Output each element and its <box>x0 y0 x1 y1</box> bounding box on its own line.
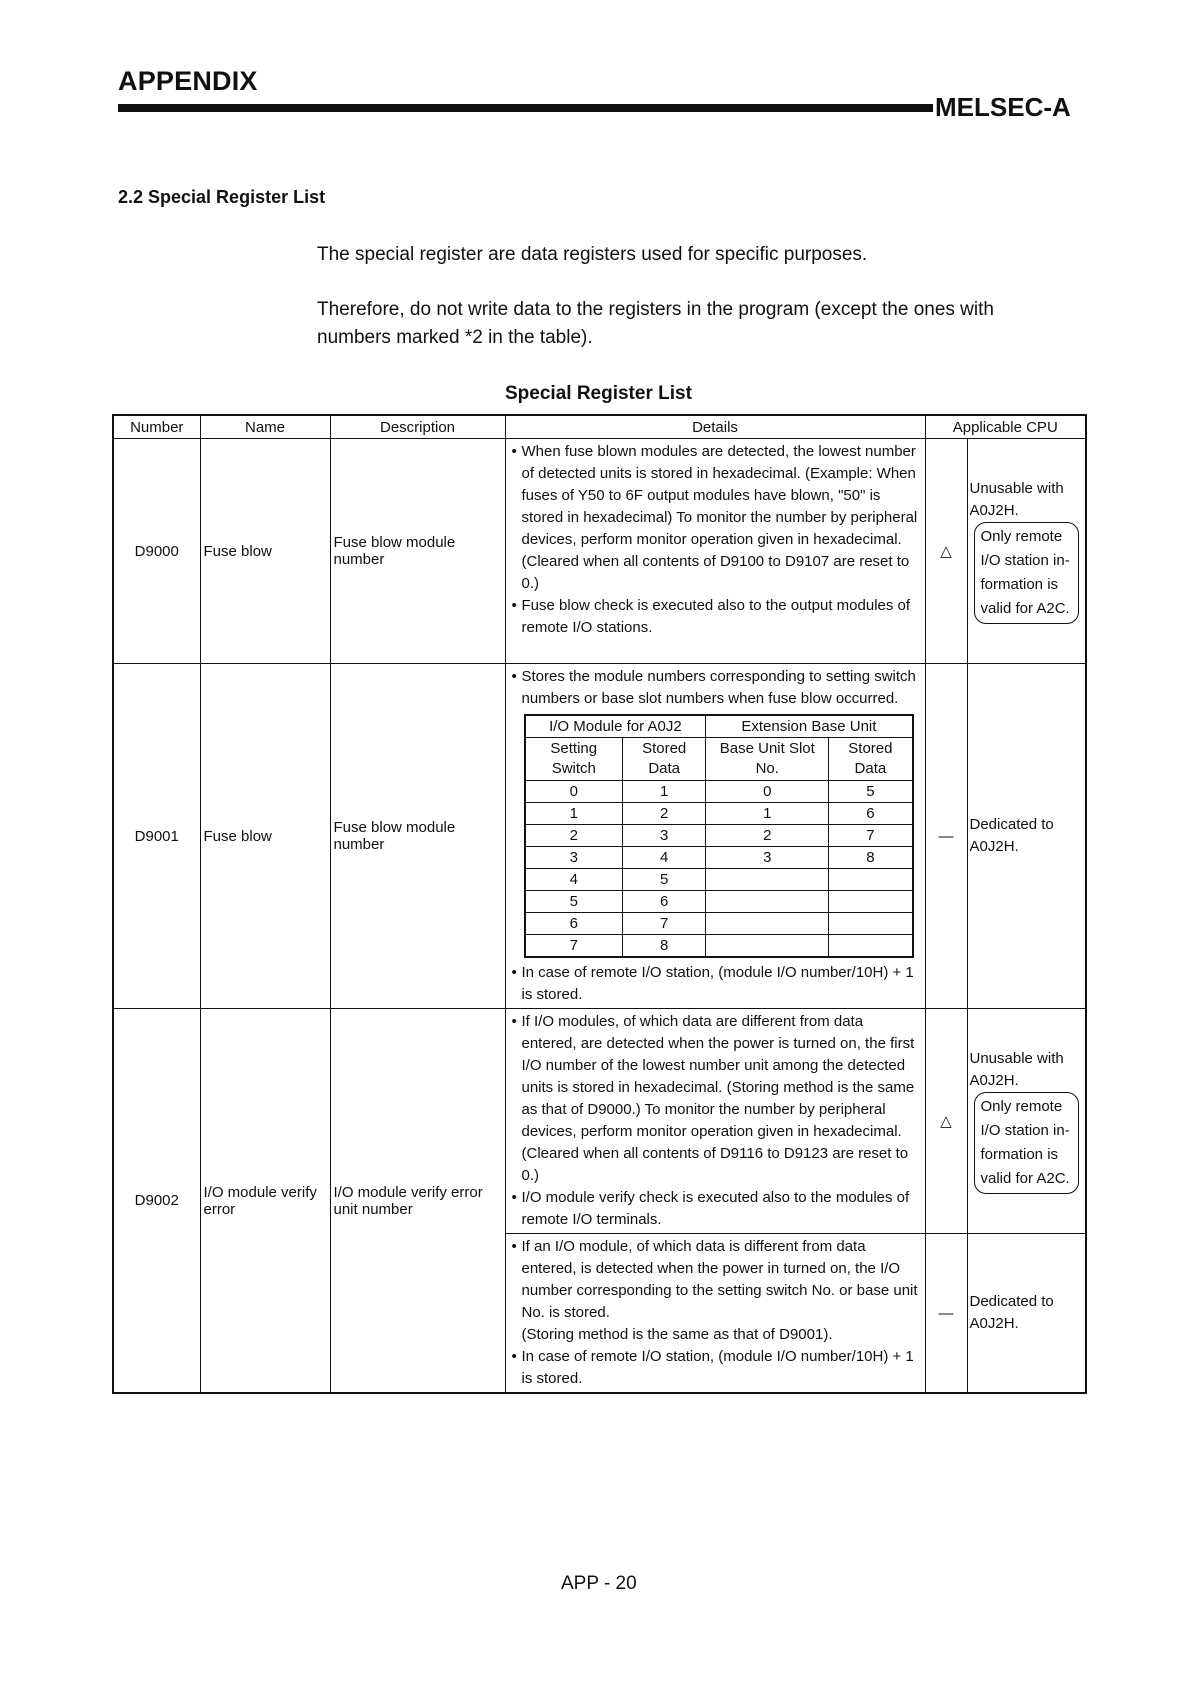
subtable-cell: 1 <box>525 803 623 825</box>
subtable-cell: 6 <box>623 891 706 913</box>
subtable-cell: 2 <box>706 825 829 847</box>
subtable-cell <box>829 935 913 958</box>
row-description: Fuse blow module number <box>330 664 505 1009</box>
cpu-text: Unusable with A0J2H. <box>969 1050 1064 1089</box>
subtable-cell <box>706 891 829 913</box>
intro-paragraph-1: The special register are data registers used for specific purposes. <box>317 244 868 265</box>
col-name: Name <box>200 415 330 439</box>
detail-bullet: • When fuse blown modules are detected, the lowest number of detected units is stored in hexadecimal. (Example: When fuses of Y50 to 6F output modules have blown, "50" is stored in hexadecimal) To monitor the number by peripheral devices, perform monitor operation given in hexadecimal. <box>512 441 919 551</box>
row-description: Fuse blow module number <box>330 439 505 664</box>
row-details <box>505 1009 925 1234</box>
subtable-cell: 8 <box>623 935 706 958</box>
subtable-header: Stored Data <box>829 738 913 781</box>
row-number: D9000 <box>113 439 200 664</box>
subtable-cell <box>829 913 913 935</box>
row-name: Fuse blow <box>200 439 330 664</box>
fuse-blow-subtable <box>524 714 914 958</box>
cpu-applicability <box>967 1009 1086 1234</box>
subtable-header: Stored Data <box>623 738 706 781</box>
row-details <box>505 1234 925 1394</box>
row-name: Fuse blow <box>200 664 330 1009</box>
subtable-row <box>525 847 913 869</box>
subtable-cell: 0 <box>525 781 623 803</box>
cpu-text: Unusable with A0J2H. <box>969 480 1064 519</box>
subtable-cell: 1 <box>623 781 706 803</box>
subtable-cell <box>706 935 829 958</box>
subtable-row <box>525 825 913 847</box>
detail-bullet: • I/O module verify check is executed also to the modules of remote I/O terminals. <box>512 1187 919 1231</box>
subtable-cell: 7 <box>623 913 706 935</box>
col-number: Number <box>113 415 200 439</box>
row-number: D9002 <box>113 1009 200 1394</box>
detail-bullet: • If I/O modules, of which data are different from data entered, are detected when the power is turned on, the first I/O number of the lowest number unit among the detected units is stored in hexadecimal. (Storing method is the same as that of D9000.) To monitor the number by peripheral devices, perform monitor operation given in hexadecimal. <box>512 1011 919 1143</box>
detail-bullet: • Stores the module numbers corresponding to setting switch numbers or base slot numbers when fuse blow occurred. <box>512 666 919 710</box>
page-number: APP - 20 <box>561 1573 637 1594</box>
cpu-text: Dedicated to A0J2H. <box>967 664 1086 1009</box>
col-description: Description <box>330 415 505 439</box>
subtable-cell: 1 <box>706 803 829 825</box>
special-register-table <box>112 414 1087 1394</box>
subtable-cell: 4 <box>525 869 623 891</box>
subtable-header: Base Unit Slot No. <box>706 738 829 781</box>
subtable-group-extension: Extension Base Unit <box>706 715 913 738</box>
detail-note: (Cleared when all contents of D9100 to D9107 are reset to 0.) <box>521 553 910 592</box>
subtable-row <box>525 935 913 958</box>
subtable-cell: 7 <box>829 825 913 847</box>
header-product: MELSEC-A <box>935 92 1071 122</box>
subtable-cell: 3 <box>706 847 829 869</box>
subtable-row <box>525 913 913 935</box>
subtable-cell: 8 <box>829 847 913 869</box>
subtable-cell <box>829 869 913 891</box>
detail-bullet: • In case of remote I/O station, (module I/O number/10H) + 1 is stored. <box>512 962 919 1006</box>
intro-paragraph-2: Therefore, do not write data to the registers in the program (except the ones with numbers marked *2 in the table). <box>317 299 994 348</box>
detail-note: (Cleared when all contents of D9116 to D9123 are reset to 0.) <box>521 1145 909 1184</box>
row-details <box>505 664 925 1009</box>
cpu-symbol: △ <box>925 439 967 664</box>
subtable-cell: 2 <box>623 803 706 825</box>
detail-note: (Storing method is the same as that of D9001). <box>521 1326 833 1343</box>
subtable-row <box>525 781 913 803</box>
subtable-cell: 3 <box>525 847 623 869</box>
cpu-symbol: — <box>925 664 967 1009</box>
cpu-note: Only remote I/O station in-formation is valid for A2C. <box>974 522 1080 624</box>
header-rule <box>118 104 933 112</box>
subtable-cell: 5 <box>525 891 623 913</box>
table-title: Special Register List <box>505 383 692 404</box>
subtable-cell: 5 <box>829 781 913 803</box>
subtable-cell: 6 <box>525 913 623 935</box>
detail-bullet: • If an I/O module, of which data is different from data entered, is detected when the power in turned on, the I/O number corresponding to the setting switch No. or base unit No. is stored. <box>512 1236 919 1324</box>
subtable-cell <box>706 869 829 891</box>
col-cpu: Applicable CPU <box>925 415 1086 439</box>
subtable-header: Setting Switch <box>525 738 623 781</box>
subtable-cell: 6 <box>829 803 913 825</box>
row-name: I/O module verify error <box>200 1009 330 1394</box>
cpu-symbol: — <box>925 1234 967 1394</box>
row-details <box>505 439 925 664</box>
subtable-cell: 4 <box>623 847 706 869</box>
header-appendix: APPENDIX <box>118 66 258 96</box>
detail-bullet: • Fuse blow check is executed also to the output modules of remote I/O stations. <box>512 595 919 639</box>
subtable-row <box>525 891 913 913</box>
detail-bullet: • In case of remote I/O station, (module I/O number/10H) + 1 is stored. <box>512 1346 919 1390</box>
table-header-row <box>113 415 1086 439</box>
cpu-applicability <box>967 439 1086 664</box>
cpu-symbol: △ <box>925 1009 967 1234</box>
subtable-group-a0j2: I/O Module for A0J2 <box>525 715 706 738</box>
table-row <box>113 664 1086 1009</box>
row-number: D9001 <box>113 664 200 1009</box>
subtable-cell: 0 <box>706 781 829 803</box>
subtable-cell: 3 <box>623 825 706 847</box>
cpu-text: Dedicated to A0J2H. <box>967 1234 1086 1394</box>
subtable-row <box>525 869 913 891</box>
subtable-cell <box>706 913 829 935</box>
subtable-row <box>525 803 913 825</box>
table-row <box>113 439 1086 664</box>
subtable-cell: 5 <box>623 869 706 891</box>
cpu-note: Only remote I/O station in-formation is valid for A2C. <box>974 1092 1080 1194</box>
subtable-cell <box>829 891 913 913</box>
table-row <box>113 1009 1086 1234</box>
subtable-cell: 2 <box>525 825 623 847</box>
section-title: 2.2 Special Register List <box>118 187 326 207</box>
subtable-cell: 7 <box>525 935 623 958</box>
col-details: Details <box>505 415 925 439</box>
row-description: I/O module verify error unit number <box>330 1009 505 1394</box>
